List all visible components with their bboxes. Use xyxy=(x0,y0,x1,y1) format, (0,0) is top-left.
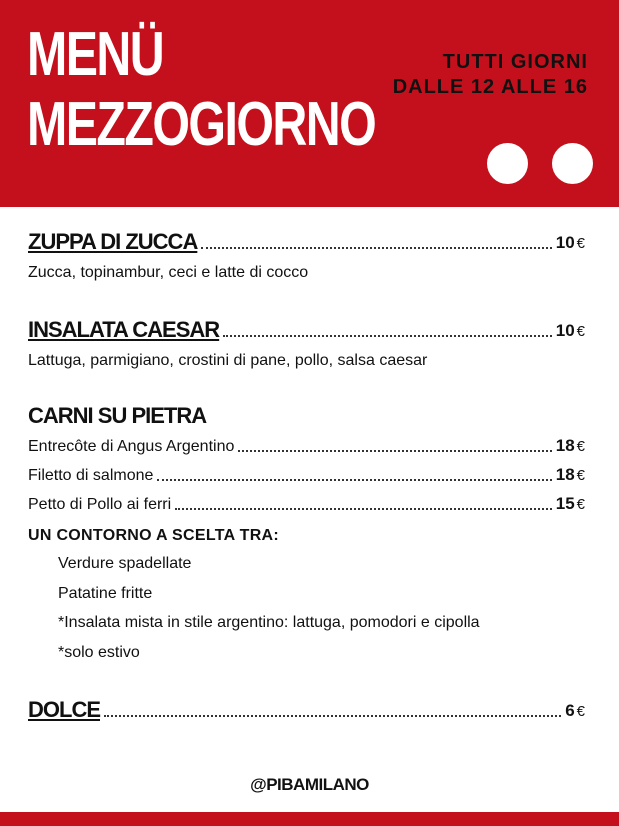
opening-hours-time: DALLE 12 ALLE 16 xyxy=(392,76,588,98)
price-value: 18 xyxy=(555,436,575,455)
price-value: 18 xyxy=(555,465,575,484)
contorno-option: Patatine fritte xyxy=(58,585,153,602)
dotted-leader xyxy=(238,450,551,452)
menu-item-dolce xyxy=(28,697,585,723)
contorno-title: UN CONTORNO A SCELTA TRA: xyxy=(28,527,280,544)
price-currency: € xyxy=(576,703,585,720)
menu-item-name: INSALATA CAESAR xyxy=(28,317,220,342)
opening-hours-days: TUTTI GIORNI xyxy=(442,51,588,73)
dotted-leader xyxy=(104,715,561,717)
menu-item-description: Lattuga, parmigiano, crostini di pane, pollo, salsa caesar xyxy=(28,352,428,369)
menu-item-name: Filetto di salmone xyxy=(28,467,154,484)
menu-item-price xyxy=(556,464,585,487)
social-handle: @PIBAMILANO xyxy=(250,775,369,794)
menu-item-price xyxy=(556,232,585,255)
price-currency: € xyxy=(576,323,585,340)
price-value: 15 xyxy=(555,494,575,513)
decorative-dot-right xyxy=(552,143,593,184)
menu-item-entrecote xyxy=(28,436,585,458)
menu-item-salmone xyxy=(28,465,585,487)
menu-title-line-2: MEZZOGIORNO xyxy=(27,90,376,159)
menu-item-name: Petto di Pollo ai ferri xyxy=(28,496,172,513)
dotted-leader xyxy=(175,508,552,510)
price-currency: € xyxy=(576,235,585,252)
opening-hours xyxy=(393,50,588,100)
dotted-leader xyxy=(201,247,551,249)
menu-title xyxy=(27,20,375,160)
dotted-leader xyxy=(157,479,551,481)
contorno-note: *solo estivo xyxy=(58,644,140,661)
menu-item-name: Entrecôte di Angus Argentino xyxy=(28,438,235,455)
menu-item-price xyxy=(565,700,585,723)
price-value: 10 xyxy=(555,321,575,340)
decorative-dot-left xyxy=(487,143,528,184)
menu-item-description: Zucca, topinambur, ceci e latte di cocco xyxy=(28,264,309,281)
section-title-carni: CARNI SU PIETRA xyxy=(28,403,207,428)
menu-item-name: DOLCE xyxy=(28,697,100,722)
menu-item-pollo xyxy=(28,494,585,516)
price-value: 6 xyxy=(565,701,575,720)
menu-title-line-1: MENÜ xyxy=(27,20,164,89)
menu-item-insalata xyxy=(28,317,585,343)
price-currency: € xyxy=(576,438,585,455)
menu-item-price xyxy=(556,435,585,458)
dotted-leader xyxy=(223,335,552,337)
menu-item-price xyxy=(556,493,585,516)
price-currency: € xyxy=(576,496,585,513)
contorno-option: Verdure spadellate xyxy=(58,555,192,572)
menu-item-name: ZUPPA DI ZUCCA xyxy=(28,229,198,254)
menu-item-price xyxy=(556,320,585,343)
contorno-option: *Insalata mista in stile argentino: lattuga, pomodori e cipolla xyxy=(58,614,480,631)
price-value: 10 xyxy=(555,233,575,252)
price-currency: € xyxy=(576,467,585,484)
footer-bar xyxy=(0,812,619,826)
menu-header xyxy=(0,0,619,207)
menu-item-zuppa xyxy=(28,229,585,255)
